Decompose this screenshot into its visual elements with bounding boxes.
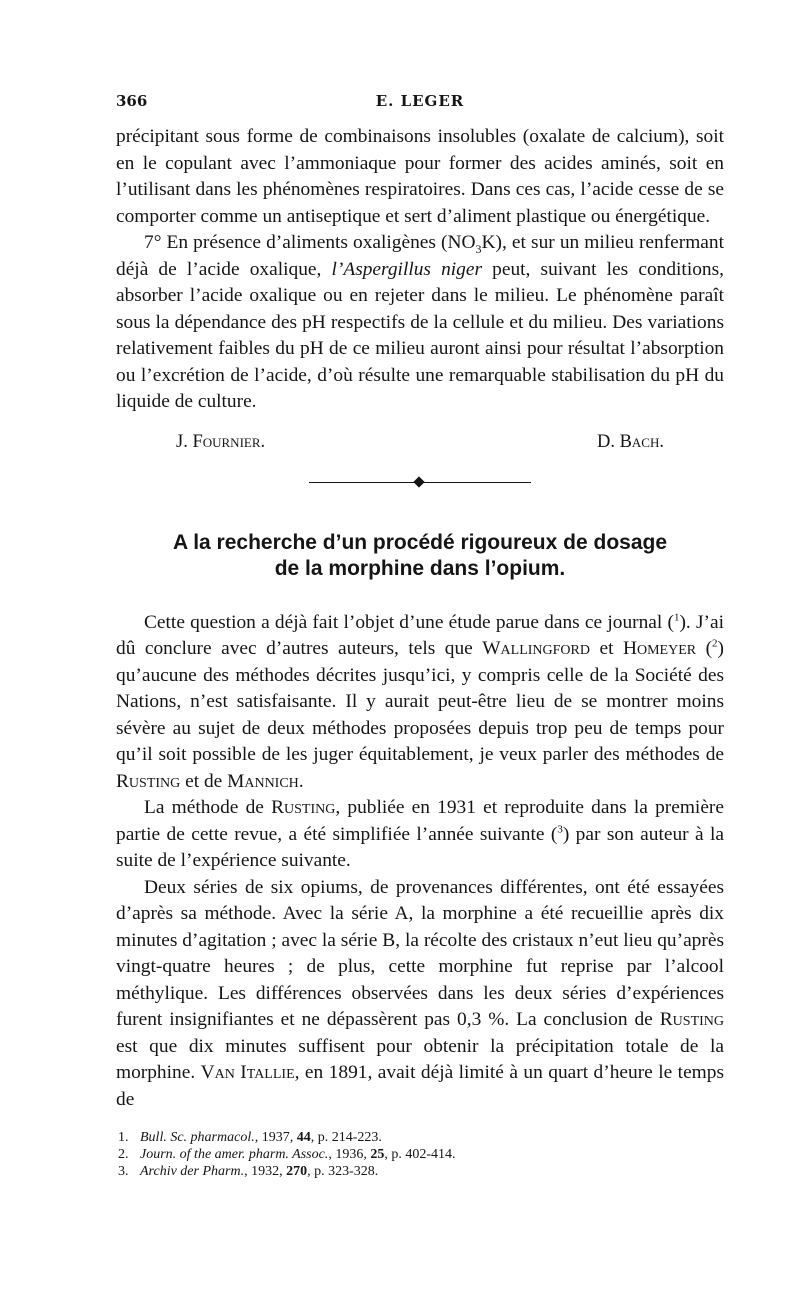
footnote-1: 1. Bull. Sc. pharmacol., 1937, 44, p. 214-223. [118, 1130, 382, 1145]
paragraph: Deux séries de six opiums, de provenances différentes, ont été essayées d’après sa méthode. Avec la série A, la morphine a été recueillie après dix minutes d’agitation ; avec la série B, la récolte des cristaux n’eut lieu qu’après vingt-quatre heures ; de plus, cette morphine fut reprise par l’alcool méthylique. Les différences observées dans les deux séries d’expériences furent insignifiantes et ne dépassèrent pas 0,3 %. La conclusion de Rusting est que dix minutes suffisent pour obtenir la précipitation totale de la morphine. Van Itallie, en 1891, avait déjà limité à un quart d’heure le temps de [116, 876, 724, 1110]
author-name: Wallingford [482, 638, 590, 659]
previous-article-conclusion [116, 124, 724, 416]
organism-name: l’Aspergillus niger [331, 258, 483, 280]
author-name: Rusting [271, 797, 336, 818]
signature-bach: D. Bach. [596, 431, 664, 452]
signature-fournier: J. Fournier. [176, 431, 266, 452]
footnote-3: 3. Archiv der Pharm., 1932, 270, p. 323-328. [118, 1164, 379, 1179]
article-body [116, 610, 724, 1114]
footnote-2: 2. Journ. of the amer. pharm. Assoc., 1936, 25, p. 402-414. [118, 1147, 456, 1162]
paragraph: La méthode de Rusting, publiée en 1931 et reproduite dans la première partie de cette revue, a été simplifiée l’année suivante ($^3$) par son auteur à la suite de l’expérience suivante. [116, 797, 724, 871]
author-name: Homeyer [622, 638, 697, 659]
journal-page [116, 92, 724, 1180]
footnotes [116, 1129, 724, 1180]
author-name: Rusting [659, 1009, 724, 1030]
diamond-ornament-icon [413, 476, 424, 487]
footnote-ref: 3 [557, 823, 563, 836]
footnote-ref: 1 [673, 611, 680, 624]
footnote-ref: 2 [712, 637, 718, 650]
page-number: 366 [116, 92, 148, 110]
article-title-line-2: de la morphine dans l’opium. [274, 556, 566, 580]
author-name: Van Itallie [200, 1062, 295, 1083]
author-name: Rusting [116, 770, 181, 792]
section-separator [309, 478, 531, 488]
signatures [116, 432, 724, 458]
article-title [116, 530, 724, 582]
running-author: E. LEGER [375, 92, 465, 110]
running-head [116, 92, 724, 114]
article-title-line-1: A la recherche d’un procédé rigoureux de dosage [172, 530, 668, 554]
paragraph-point-7: 7° En présence d’aliments oxaligènes $(NO_3K)$, et sur un milieu renfermant déjà de l’acide oxalique, l’Aspergillus niger peut, suivant les conditions, absorber l’acide oxalique ou en rejeter dans le milieu. Le phénomène paraît sous la dépendance des pH respectifs de la cellule et du milieu. Des variations relativement faibles du pH de ce milieu auront ainsi pour résultat l’absorption ou l’excrétion de l’acide, d’où résulte une remarquable stabilisation du pH du liquide de culture. [116, 232, 724, 412]
paragraph: Cette question a déjà fait l’objet d’une étude parue dans ce journal ($^1$). J’ai dû conclure avec d’autres auteurs, tels que Wallingford et Homeyer ($^2$) qu’aucune des méthodes décrites jusqu’ici, y compris celle de la Société des Nations, n’est satisfaisante. Il y aurait peut-être lieu de se montrer moins sévère au sujet de deux méthodes proposées depuis trop peu de temps pour qu’il soit possible de les juger équitablement, je veux parler des méthodes de Rusting et de Mannich. [116, 611, 725, 792]
author-name: Mannich [227, 770, 299, 792]
paragraph: précipitant sous forme de combinaisons insolubles (oxalate de calcium), soit en le copulant avec l’ammoniaque pour former des acides aminés, soit en l’utilisant dans les phénomènes respiratoires. Dans ces cas, l’acide cesse de se comporter comme un antiseptique et sert d’aliment plastique ou énergétique. [116, 126, 724, 227]
